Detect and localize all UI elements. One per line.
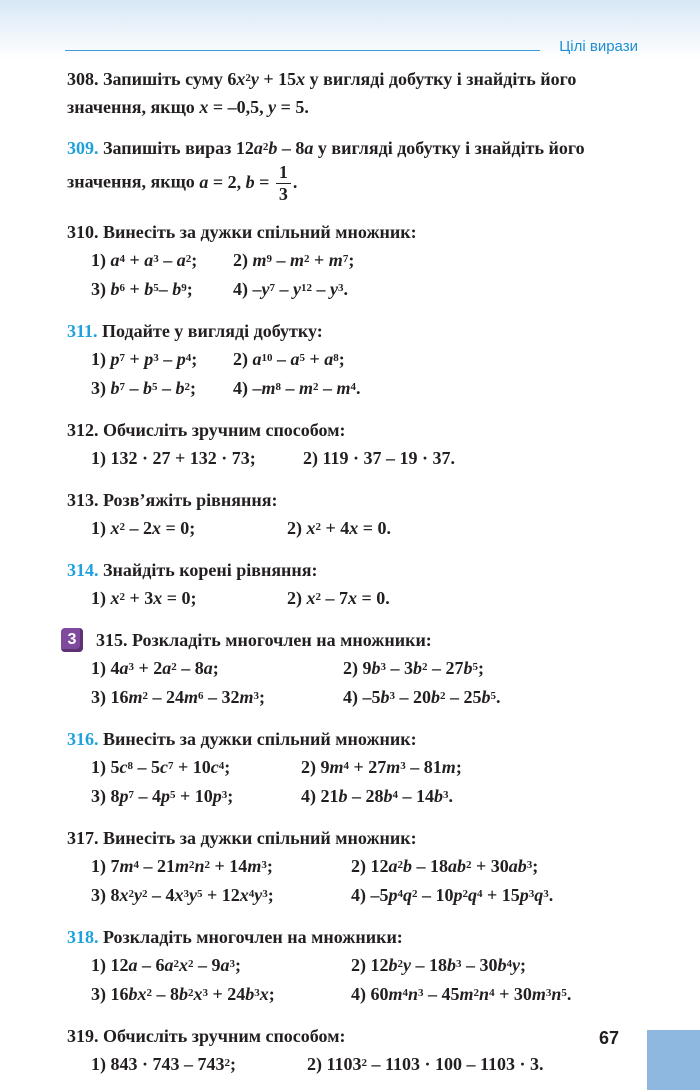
task-row xyxy=(67,654,647,683)
exercise-314 xyxy=(67,556,647,613)
task-item: 3) $16m^2 - 24m^6 - 32m^3$; xyxy=(91,687,266,707)
exercise-list xyxy=(67,65,647,1092)
task-row xyxy=(67,275,647,304)
exercise-318 xyxy=(67,923,647,1009)
task-item: 2) $a^{10} - a^5 + a^8$; xyxy=(233,349,345,369)
running-title: Цілі вирази xyxy=(559,38,638,55)
task-row xyxy=(67,881,647,910)
math-expression: x = –0,5, y = 5. xyxy=(199,97,309,117)
exercise-number: 317. xyxy=(67,828,99,848)
task-item: 4) $-y^7 - y^{12} - y^3$. xyxy=(233,279,348,299)
task-row xyxy=(67,514,647,543)
exercise-statement: 316. Винесіть за дужки спільний множник: xyxy=(67,729,417,749)
level-3-badge-icon: 3 xyxy=(61,628,83,652)
exercise-number: 318. xyxy=(67,927,99,947)
exercise-number: 309. xyxy=(67,138,99,158)
exercise-statement: 318. Розкладіть многочлен на множники: xyxy=(67,927,403,947)
exercise-313 xyxy=(67,486,647,543)
task-row xyxy=(67,444,647,473)
exercise-statement: 3 315. Розкладіть многочлен на множники: xyxy=(67,626,647,654)
math-expression: $6x^2y + 15x$ xyxy=(227,69,306,89)
exercise-statement: 309. Запишіть вираз $12a^2b - 8a$ у вигляді добутку і знайдіть його значення, якщо a = 2, b = $\frac{1}{3}$ . xyxy=(67,138,585,204)
page-corner-tab xyxy=(647,1030,700,1090)
task-item: 1) $x^2 + 3x = 0$; xyxy=(91,588,197,608)
fraction: $\frac{1}{3}$ xyxy=(276,162,291,205)
task-item: 1) $p^7 + p^3 - p^4$; xyxy=(91,349,198,369)
math-expression: $12a^2b - 8a$ xyxy=(235,138,314,158)
task-item: 1) $a^4 + a^3 - a^2$; xyxy=(91,250,198,270)
exercise-312 xyxy=(67,416,647,473)
task-row xyxy=(67,980,647,1009)
exercise-number: 314. xyxy=(67,560,99,580)
exercise-319 xyxy=(67,1022,647,1079)
exercise-number: 316. xyxy=(67,729,99,749)
task-item: 3) $b^6 + b^5-$ $b^9$; xyxy=(91,279,193,299)
task-row xyxy=(67,753,647,782)
task-item: 2) $12a^2b - 18ab^2 + 30ab^3$; xyxy=(351,856,539,876)
task-row xyxy=(67,852,647,881)
task-row xyxy=(67,683,647,712)
exercise-statement: 319. Обчисліть зручним способом: xyxy=(67,1026,346,1046)
task-item: 3) $8x^2y^2 - 4x^3y^5 + 12x^4y^3$; xyxy=(91,885,274,905)
exercise-308 xyxy=(67,65,647,121)
exercise-statement: 310. Винесіть за дужки спільний множник: xyxy=(67,222,417,242)
exercise-number: 310. xyxy=(67,222,99,242)
task-item: 1) $843 \cdot 743 - 743^2$; xyxy=(91,1054,237,1074)
task-item: 2) 1103$^2$ – 1103 · 100 – 1103 · 3. xyxy=(307,1054,544,1074)
page-number: 67 xyxy=(599,1028,620,1048)
exercise-number: 315. xyxy=(96,630,128,650)
task-item: 1) $7m^4 - 21m^2n^2 + 14m^3$; xyxy=(91,856,273,876)
exercise-statement: 312. Обчисліть зручним способом: xyxy=(67,420,346,440)
task-item: 1) $12a - 6a^2x^2 - 9a^3$; xyxy=(91,955,241,975)
exercise-number: 312. xyxy=(67,420,99,440)
exercise-number: 319. xyxy=(67,1026,99,1046)
exercise-316 xyxy=(67,725,647,811)
task-item: 1) $5c^8 - 5c^7 + 10c^4$; xyxy=(91,757,231,777)
task-item: 4) $60m^4n^3 - 45m^2n^4 + 30m^3n^5$. xyxy=(351,984,572,1004)
task-item: 2) $m^9 - m^2 + m^7$; xyxy=(233,250,355,270)
task-item: 1) 132 · 27 + 132 · 73; xyxy=(91,448,256,468)
task-item: 1) $4a^3 + 2a^2 - 8a$; xyxy=(91,658,219,678)
task-item: 3) $8p^7 - 4p^5 + 10p^3$; xyxy=(91,786,234,806)
task-item: 1) $x^2 - 2x = 0$; xyxy=(91,518,196,538)
task-item: 4) $-5p^4q^2 - 10p^2q^4 + 15p^3q^3$. xyxy=(351,885,554,905)
exercise-311 xyxy=(67,317,647,403)
task-item: 4) $-m^8 - m^2 - m^4$. xyxy=(233,378,361,398)
task-row xyxy=(67,345,647,374)
exercise-number: 313. xyxy=(67,490,99,510)
task-row xyxy=(67,246,647,275)
exercise-number: 311. xyxy=(67,321,98,341)
exercise-310 xyxy=(67,218,647,304)
task-item: 4) $-5b^3 - 20b^2 - 25b^5$. xyxy=(343,687,501,707)
math-expression: a = 2, b = $\frac{1}{3}$ . xyxy=(199,162,298,204)
header-rule xyxy=(65,50,540,51)
task-item: 2) $x^2 + 4x = 0$. xyxy=(287,518,392,538)
exercise-statement: 317. Винесіть за дужки спільний множник: xyxy=(67,828,417,848)
task-item: 4) $21b - 28b^4 - 14b^3$. xyxy=(301,786,453,806)
exercise-number: 308. xyxy=(67,69,99,89)
exercise-statement: 311. Подайте у вигляді добутку: xyxy=(67,321,323,341)
exercise-315 xyxy=(67,626,647,712)
task-row xyxy=(67,374,647,403)
exercise-statement: 313. Розв’яжіть рівняння: xyxy=(67,490,278,510)
exercise-317 xyxy=(67,824,647,910)
exercise-statement: 308. Запишіть суму $6x^2y + 15x$ у вигляді добутку і знайдіть його значення, якщо x = –0,5, y = 5. xyxy=(67,69,577,117)
task-item: 3) $16bx^2 - 8b^2x^3 + 24b^3x$; xyxy=(91,984,275,1004)
task-item: 2) $x^2 - 7x = 0$. xyxy=(287,588,390,608)
task-item: 2) $12b^2y - 18b^3 - 30b^4y$; xyxy=(351,955,526,975)
task-row xyxy=(67,782,647,811)
task-row xyxy=(67,951,647,980)
task-row xyxy=(67,584,647,613)
task-item: 2) $9m^4 + 27m^3 - 81m$; xyxy=(301,757,462,777)
task-item: 3) $b^7 - b^5 - b^2$; xyxy=(91,378,196,398)
task-item: 2) $9b^3 - 3b^2 - 27b^5$; xyxy=(343,658,484,678)
exercise-statement: 314. Знайдіть корені рівняння: xyxy=(67,560,318,580)
task-item: 2) 119 · 37 – 19 · 37. xyxy=(303,448,456,468)
task-row xyxy=(67,1050,647,1079)
exercise-309 xyxy=(67,134,647,205)
